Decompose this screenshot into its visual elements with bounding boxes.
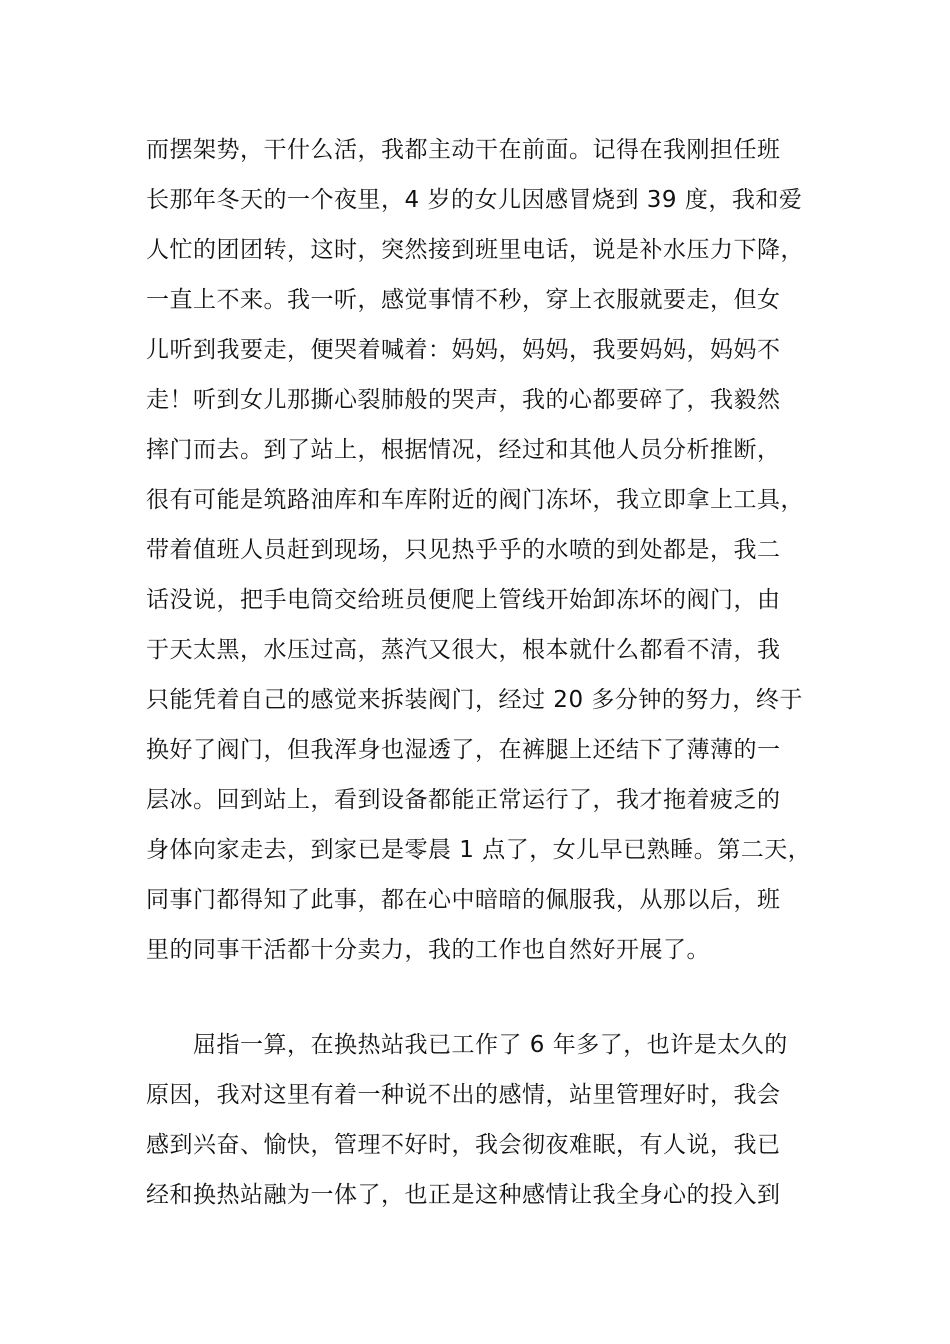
paragraph-1-line: 于天太黑，水压过高，蒸汽又很大，根本就什么都看不清，我 [146, 637, 781, 663]
paragraph-1-line: 走！听到女儿那撕心裂肺般的哭声，我的心都要碎了，我毅然 [146, 387, 781, 413]
paragraph-2-line: 屈指一算，在换热站我已工作了 6 年多了，也许是太久的 [146, 1032, 788, 1058]
paragraph-1-line: 很有可能是筑路油库和车库附近的阀门冻坏，我立即拿上工具， [146, 487, 804, 513]
paragraph-1-line: 换好了阀门，但我浑身也湿透了，在裤腿上还结下了薄薄的一 [146, 737, 781, 763]
paragraph-1-line: 里的同事干活都十分卖力，我的工作也自然好开展了。 [146, 937, 710, 963]
paragraph-1-line: 儿听到我要走，便哭着喊着：妈妈，妈妈，我要妈妈，妈妈不 [146, 337, 781, 363]
paragraph-1-line: 长那年冬天的一个夜里，4 岁的女儿因感冒烧到 39 度，我和爱 [146, 187, 803, 213]
paragraph-1-line: 而摆架势，干什么活，我都主动干在前面。记得在我刚担任班 [146, 137, 781, 163]
paragraph-2-line: 经和换热站融为一体了，也正是这种感情让我全身心的投入到 [146, 1182, 781, 1208]
paragraph-2-line: 原因，我对这里有着一种说不出的感情，站里管理好时，我会 [146, 1082, 781, 1108]
paragraph-1-line: 摔门而去。到了站上，根据情况，经过和其他人员分析推断， [146, 437, 781, 463]
paragraph-1-line: 带着值班人员赶到现场，只见热乎乎的水喷的到处都是，我二 [146, 537, 781, 563]
paragraph-1-line: 层冰。回到站上，看到设备都能正常运行了，我才拖着疲乏的 [146, 787, 781, 813]
paragraph-1-line: 人忙的团团转，这时，突然接到班里电话，说是补水压力下降， [146, 237, 804, 263]
paragraph-1-line: 只能凭着自己的感觉来拆装阀门，经过 20 多分钟的努力，终于 [146, 687, 803, 713]
paragraph-2-line: 感到兴奋、愉快，管理不好时，我会彻夜难眠，有人说，我已 [146, 1132, 781, 1158]
paragraph-1-line: 一直上不来。我一听，感觉事情不秒，穿上衣服就要走，但女 [146, 287, 781, 313]
paragraph-1-line: 身体向家走去，到家已是零晨 1 点了，女儿早已熟睡。第二天， [146, 837, 812, 863]
paragraph-1-line: 话没说，把手电筒交给班员便爬上管线开始卸冻坏的阀门，由 [146, 587, 781, 613]
paragraph-1-line: 同事门都得知了此事，都在心中暗暗的佩服我，从那以后，班 [146, 887, 781, 913]
